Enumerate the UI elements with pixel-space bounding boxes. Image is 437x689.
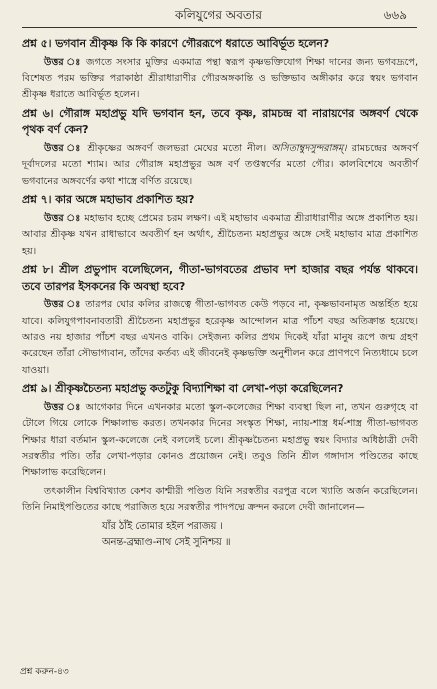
verse (22, 519, 418, 551)
page-header (0, 5, 437, 23)
question-label: প্রশ্ন ৭। (22, 193, 52, 207)
question-5 (22, 36, 418, 53)
question-label: প্রশ্ন ৯। (22, 382, 52, 396)
question-label: প্রশ্ন ৮। (22, 263, 54, 277)
answer-7 (22, 211, 418, 260)
answer-label: উত্তর ঃ (44, 212, 81, 224)
answer-8 (22, 297, 418, 379)
page-body (22, 36, 418, 551)
question-label: প্রশ্ন ৬। (22, 106, 54, 120)
answer-9 (22, 400, 418, 482)
verse-line: যাঁর ঠাঁই তোমার হইল পরাজয় । (102, 520, 223, 532)
answer-quote: অসিতাম্বুদসুন্দরাঙ্গম্। (271, 143, 347, 154)
answer-label: উত্তর ঃ (44, 56, 82, 68)
answer-text-continued: রামচন্দ্রের অঙ্গবর্ণ দূর্বাদলের মতো শ্যাম। আর গৌরাঙ্গ মহাপ্রভুর অঙ্গ বর্ণ তপ্তস্বর্ণের মতো গৌর। কালবিশেষে অবতীর্ণ ভগবানের অঙ্গবর্ণের কথা শাস্ত্রে বর্ণিত রয়েছে। (22, 143, 418, 187)
answer-label: উত্তর ঃ (44, 401, 82, 413)
question-text: কার অঙ্গে মহাভাব প্রকাশিত হয়? (51, 193, 195, 207)
question-6 (22, 106, 418, 139)
answer-label: উত্তর ঃ (44, 143, 83, 154)
answer-text: তারপর ঘোর কলির রাজত্বে গীতা-ভাগবত কেউ পড়বে না, কৃষ্ণভাবনামৃত অন্তর্হিত হয়ে যাবে। কলিযুগপাবনাবতারী শ্রীচৈতন্য মহাপ্রভুর হরেকৃষ্ণ আন্দোলন মাত্র পাঁচশ বছর অতিক্রান্ত হয়েছে। আরও নয় হাজার পাঁচশ বছর এখনও বাকি। সেইজন্য কলির প্রথম দিকেই যাঁরা মানুষ রূপে জন্ম গ্রহণ করেছেন তাঁরা সৌভাগ্যবান, তাঁদের কর্তব্য এই জীবনেই কৃষ্ণভক্তি অনুশীলন করে প্রাণপণে নিত্যধামে চলে যাওয়া। (22, 299, 418, 376)
answer-text: মহাভাব হচ্ছে প্রেমের চরম লক্ষণ। এই মহাভাব একমাত্র শ্রীরাধারাণীর অঙ্গে প্রকাশিত হয়। আবার শ্রীকৃষ্ণ যখন রাধাভাবে অবতীর্ণ হন অর্থাৎ, শ্রীচৈতন্য মহাপ্রভুর অঙ্গে সেই মহাভাব মাত্র প্রকাশিত হয়। (22, 212, 418, 257)
question-8 (22, 262, 418, 295)
question-text: শ্রীকৃষ্ণচৈতন্য মহাপ্রভু কতটুকু বিদ্যাশিক্ষা বা লেখা-পড়া করেছিলেন? (51, 382, 344, 396)
answer-text: আগেকার দিনে এখনকার মতো স্কুল-কলেজের শিক্ষা ব্যবস্থা ছিল না, তখন গুরুগৃহে বা টোলে গিয়ে লোকে শিক্ষালাভ করত। তখনকার দিনের সংস্কৃত শিক্ষা, ন্যায়-শাস্ত্র ধর্ম-শাস্ত্র গীতা-ভাগবত শিক্ষার ধারা বর্তমান স্কুল-কলেজে নেই বললেই চলে। শ্রীকৃষ্ণচৈতন্য মহাপ্রভু স্বয়ং বিদ্যার অধিষ্ঠাত্রী দেবী সরস্বতীর পতি। তাঁর লেখা-পড়ার কোনও প্রয়োজন নেই। তবুও তিনি শ্রীল গঙ্গাদাস পণ্ডিতের কাছে শিক্ষালাভ করেছিলেন। (22, 401, 418, 479)
answer-5 (22, 55, 418, 104)
page-footer: প্রশ্ন করুন-৪৩ (20, 667, 69, 677)
verse-line: অনন্ত-ব্রহ্মাণ্ড-নাথ সেই সুনিশ্চয় ॥ (102, 536, 231, 548)
question-text: ভগবান শ্রীকৃষ্ণ কি কি কারণে গৌররূপে ধরাতে আবির্ভূত হলেন? (51, 37, 330, 50)
answer-text: জগতে সংসার মুক্তির একমাত্র পন্থা স্বরূপ কৃষ্ণভক্তিযোগ শিক্ষা দানের জন্য ভগবদ্রূপে, বিশেষত পরম ভক্তির পরাকাষ্ঠা শ্রীরাধারাণীর গৌরঅঙ্গকান্তি ও ভক্তিভাব অঙ্গীকার করে স্বয়ং ভগবান শ্রীকৃষ্ণ ধরাতে আবির্ভূত হলেন। (22, 56, 418, 101)
answer-label: উত্তর ঃ (44, 299, 82, 311)
closing-paragraph: তৎকালীন বিশ্ববিখ্যাত কেশব কাশ্মীরী পণ্ডিত যিনি সরস্বতীর বরপুত্র বলে খ্যাতি অর্জন করেছিলেন। তিনি নিমাইপণ্ডিতের কাছে পরাজিত হয়ে সরস্বতীর পাদপদ্মে ক্রন্দন করলে দেবী জানালেন— (22, 485, 418, 514)
answer-text: শ্রীকৃষ্ণের অঙ্গবর্ণ জলভরা মেঘের মতো নীল। (82, 143, 272, 154)
question-9 (22, 381, 418, 398)
running-title: কলিযুগের অবতার (175, 8, 262, 22)
header-rule (22, 27, 417, 28)
question-text: শ্রীল প্রভুপাদ বলেছিলেন, গীতা-ভাগবতের প্রভাব দশ হাজার বছর পর্যন্ত থাকবে। তবে তারপর ইসকনের কি অবস্থা হবে? (22, 263, 419, 293)
page-number: ৬৬৯ (383, 8, 407, 22)
question-text: গৌরাঙ্গ মহাপ্রভু যদি ভগবান হন, তবে কৃষ্ণ, রামচন্দ্র বা নারায়ণের অঙ্গবর্ণ থেকে পৃথক বর্ণ কেন? (22, 106, 418, 137)
question-7 (22, 192, 418, 209)
question-label: প্রশ্ন ৫। (22, 37, 52, 50)
answer-6 (22, 141, 418, 190)
